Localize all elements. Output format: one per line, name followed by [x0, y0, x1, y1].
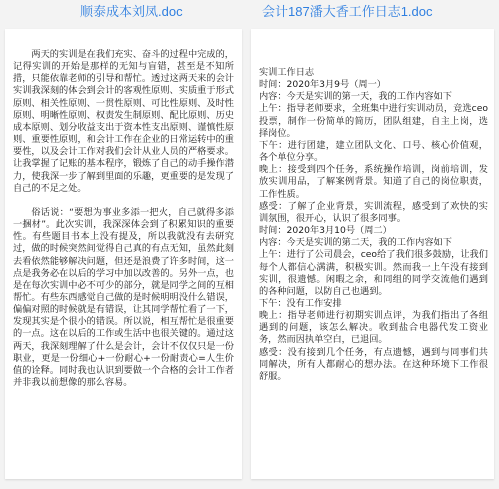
right-document-title[interactable]: 会计187潘大香工作日志1.doc — [262, 4, 433, 19]
log-content-day1: 内容：今天是实训的第一天，我的工作内容如下 — [259, 91, 452, 103]
log-date-day1: 时间：2020年3月9号（周一） — [259, 79, 386, 91]
log-morning-day1: 上午：指导老师要求，全班集中进行实训动员，竞选ceo投票，制作一份简单的简历，团队组建，自主上岗，选择岗位。 — [259, 103, 488, 139]
log-morning-day2: 上午：进行了公司晨会，ceo给了我们很多鼓励，让我们每个人都信心满满，积极实训。然而我一上午没有接到实训，很遗憾。闲暇之余，和同组的同学交流他们遇到的各种问题，以防自己也遇到。 — [259, 249, 488, 297]
log-content-day2: 内容：今天是实训的第二天，我的工作内容如下 — [259, 237, 452, 249]
log-date-day2: 时间：2020年3月10号（周二） — [259, 225, 392, 237]
log-feeling-day1: 感受：了解了企业背景，实训流程，感受到了欢快的实训氛围，很开心，认识了很多同事。 — [259, 200, 488, 224]
left-document-title[interactable]: 顺泰成本刘凤.doc — [80, 4, 183, 19]
right-document-body — [259, 67, 488, 383]
log-evening-day1: 晚上：接受到四个任务，系统操作培训，岗前培训，发放实训用品，了解案例背景。知道了自己的岗位职责，工作性质。 — [259, 164, 488, 200]
left-document-body — [13, 49, 234, 389]
left-paragraph-1: 两天的实训是在我们充实、奋斗的过程中完成的，记得实训的开始是那样的无知与盲错，甚至是不知所措，只能依靠老师的引导和帮忙。透过这两天来的会计实训我深刻的体会到会计的客观性原则、实质重于形式原则、相关性原则、一贯性原则、可比性原则、及时性原则、明晰性原则、权责发生制原则、配比原则、历史成本原则、划分收益支出于资本性支出原则、谨慎性原则、重要性原则，和会计工作在企业的日常运转中的重要性，以及会计工作对我们会计从业人员的严格要求。让我掌握了记账的基本程序，锻炼了自己的动手操作潜力，使我深一步了解到里面的乐趣，更重要的是发现了自己的不足之处。 — [13, 49, 234, 194]
log-feeling-day2: 感受：没有接到几个任务，有点遗憾，遇到与同事们共同解决，所有人都耐心的想办法。在这种环境下工作很舒服。 — [259, 346, 488, 382]
right-document-page — [251, 29, 494, 479]
left-document-page — [5, 29, 242, 479]
log-heading: 实训工作日志 — [259, 67, 315, 78]
log-evening-day2: 晚上：指导老师进行初期实训点评，为我们指出了各组遇到的问题，该怎么解决。收到盐合电器代发工资业务，然而因执单空白，已退回。 — [259, 310, 488, 346]
log-afternoon-day2: 下午：没有工作安排 — [259, 297, 342, 309]
left-paragraph-2: 俗话说：“要想为事业多添一把火，自己就得多添一捆材”。此次实训，我深深体会到了积累知识的重要性。有些题目书本上没有提及，所以我就没有去研究过，做的时候突然间觉得自己真的有点无知，虽然此刻去看依然能够解决问题，但还是浪费了许多时间，这一点是我务必在以后的学习中加以改善的。另外一点，也是在每次实训中必不可少的部分，就是同学之间的互相帮忙。有些东西感觉自己做的是时候明明没什么错误，偏偏对照的时候就是有错误，让其同学帮忙看了一下，发现其实是个很小的错误。所以说，相互帮忙是很重要的一点。这在以后的工作或生活中也很关键的。通过这两天，我深刻理解了什么是会计，会计不仅仅只是一份职业，更是一份细心+一份耐心+一份耐责心=人生价值的诠释。同时我也认识到要做一个合格的会计工作者并非我以前想像的那么容易。 — [13, 206, 234, 389]
log-afternoon-day1: 下午：进行团建，建立团队文化、口号、核心价值观，各个单位分享。 — [259, 139, 488, 164]
